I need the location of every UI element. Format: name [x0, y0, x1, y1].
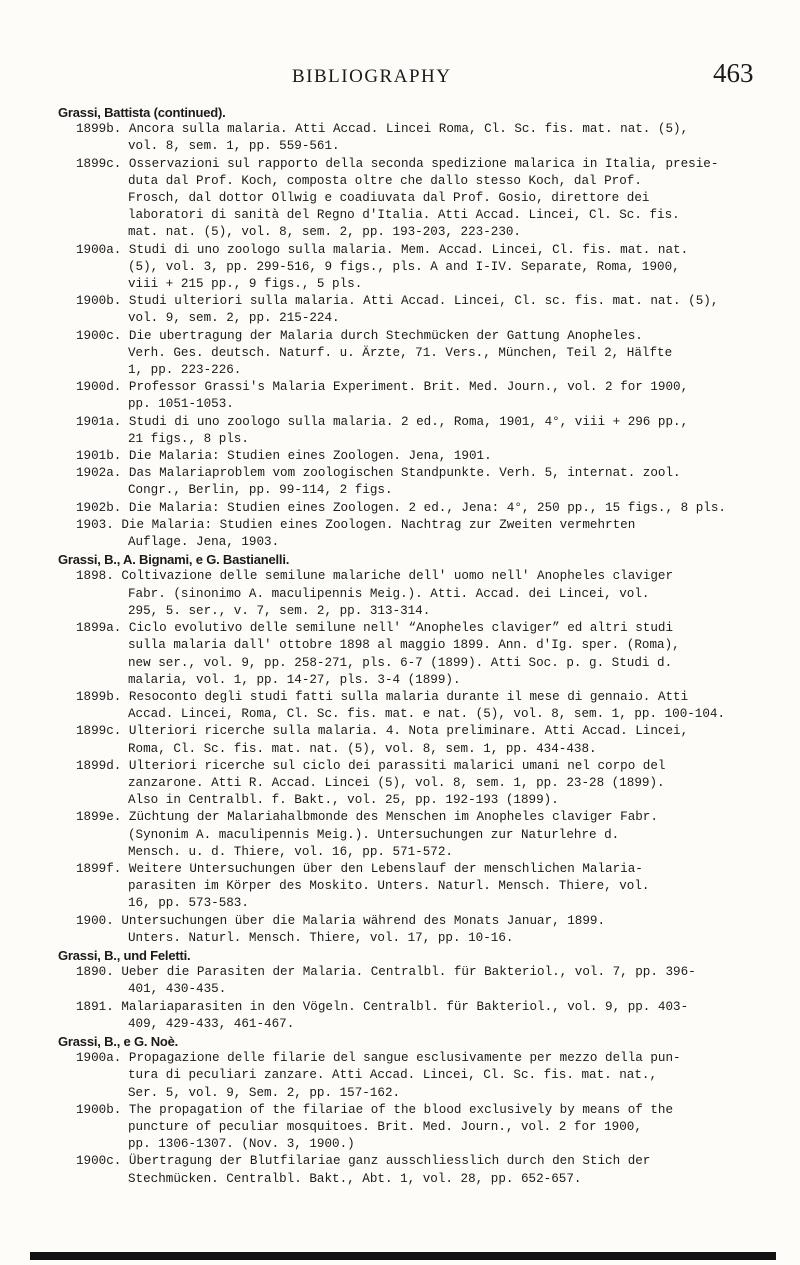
entry-line: malaria, vol. 1, pp. 14-27, pls. 3-4 (1899).: [128, 672, 461, 687]
entry-line: 1, pp. 223-226.: [128, 363, 242, 378]
bibliography-entry: [76, 689, 774, 723]
entry-line: Accad. Lincei, Roma, Cl. Sc. fis. mat. e nat. (5), vol. 8, sem. 1, pp. 100-104.: [128, 707, 726, 722]
entry-line: 1900d. Professor Grassi's Malaria Experiment. Brit. Med. Journ., vol. 2 for 1900,: [76, 380, 689, 395]
entry-line: 1899a. Ciclo evolutivo delle semilune nell' “Anopheles claviger” ed altri studi: [76, 621, 674, 636]
bibliography-entry: [76, 465, 774, 499]
entry-line: 1899e. Züchtung der Malariahalbmonde des Menschen im Anopheles claviger Fabr.: [76, 810, 658, 825]
entry-line: Stechmücken. Centralbl. Bakt., Abt. 1, vol. 28, pp. 652-657.: [128, 1171, 582, 1186]
bibliography-entry: [76, 913, 774, 947]
author-heading: Grassi, B., A. Bignami, e G. Bastianelli.: [58, 552, 290, 568]
bibliography-entry: [76, 1102, 774, 1154]
bibliography-entry: [76, 448, 774, 465]
bibliography-entry: [76, 293, 774, 327]
bibliography-entry: [76, 500, 774, 517]
running-head: BIBLIOGRAPHY: [292, 66, 452, 87]
entry-line: Frosch, dal dottor Ollwig e coadiuvata dal Prof. Gosio, direttore dei: [128, 191, 650, 206]
author-heading: Grassi, B., e G. Noè.: [58, 1033, 179, 1049]
entry-line: new ser., vol. 9, pp. 258-271, pls. 6-7 (1899). Atti Soc. p. g. Studi d.: [128, 655, 673, 670]
entry-line: 1900b. Studi ulteriori sulla malaria. Atti Accad. Lincei, Cl. sc. fis. mat. nat. (5),: [76, 294, 719, 309]
bibliography-entry: [76, 328, 774, 380]
entry-line: sulla malaria dall' ottobre 1898 al maggio 1899. Ann. d'Ig. sper. (Roma),: [128, 638, 680, 653]
entry-line: duta dal Prof. Koch, composta oltre che dallo stesso Koch, dal Prof.: [128, 173, 642, 188]
entry-line: Fabr. (sinonimo A. maculipennis Meig.). Atti. Accad. dei Lincei, vol.: [128, 586, 650, 601]
entry-line: 1902a. Das Malariaproblem vom zoologischen Standpunkte. Verh. 5, internat. zool.: [76, 466, 681, 481]
entry-line: Roma, Cl. Sc. fis. mat. nat. (5), vol. 8, sem. 1, pp. 434-438.: [128, 741, 597, 756]
author-heading: Grassi, B., und Feletti.: [58, 947, 191, 963]
entry-line: Mensch. u. d. Thiere, vol. 16, pp. 571-572.: [128, 844, 453, 859]
bibliography-entry: [76, 999, 774, 1033]
bibliography-entry: [76, 156, 774, 242]
entry-line: Ser. 5, vol. 9, Sem. 2, pp. 157-162.: [128, 1085, 401, 1100]
bibliography-entry: [76, 517, 774, 551]
entry-line: 1890. Ueber die Parasiten der Malaria. Centralbl. für Bakteriol., vol. 7, pp. 396-: [76, 965, 696, 980]
entry-line: 1899b. Ancora sulla malaria. Atti Accad. Lincei Roma, Cl. Sc. fis. mat. nat. (5),: [76, 122, 689, 137]
entry-line: 1903. Die Malaria: Studien eines Zoologen. Nachtrag zur Zweiten vermehrten: [76, 517, 636, 532]
entry-line: 1901b. Die Malaria: Studien eines Zoologen. Jena, 1901.: [76, 449, 492, 464]
bibliography-entry: [76, 758, 774, 810]
entry-line: 1900b. The propagation of the filariae of the blood exclusively by means of the: [76, 1102, 674, 1117]
bibliography-entry: [76, 620, 774, 689]
entry-line: viii + 215 pp., 9 figs., 5 pls.: [128, 277, 363, 292]
entry-line: Unters. Naturl. Mensch. Thiere, vol. 17, pp. 10-16.: [128, 930, 514, 945]
entry-line: Also in Centralbl. f. Bakt., vol. 25, pp. 192-193 (1899).: [128, 793, 559, 808]
bibliography-entry: [76, 414, 774, 448]
entry-line: 1902b. Die Malaria: Studien eines Zoologen. 2 ed., Jena: 4°, 250 pp., 15 figs., 8 pls.: [76, 500, 726, 515]
entry-line: 1899d. Ulteriori ricerche sul ciclo dei parassiti malarici umani nel corpo del: [76, 758, 666, 773]
entry-line: 1898. Coltivazione delle semilune malariche dell' uomo nell' Anopheles claviger: [76, 569, 674, 584]
author-heading: Grassi, Battista (continued).: [58, 105, 226, 120]
bibliography-list: [58, 104, 774, 1188]
entry-line: 1901a. Studi di uno zoologo sulla malaria. 2 ed., Roma, 1901, 4°, viii + 296 pp.,: [76, 414, 689, 429]
entry-line: 1899c. Osservazioni sul rapporto della seconda spedizione malarica in Italia, presie-: [76, 156, 719, 171]
bibliography-entry: [76, 242, 774, 294]
entry-line: 1900c. Die ubertragung der Malaria durch Stechmücken der Gattung Anopheles.: [76, 328, 643, 343]
bibliography-entry: [76, 861, 774, 913]
entry-line: vol. 8, sem. 1, pp. 559-561.: [128, 139, 340, 154]
entry-line: 1900. Untersuchungen über die Malaria während des Monats Januar, 1899.: [76, 913, 606, 928]
entry-line: 1899b. Resoconto degli studi fatti sulla malaria durante il mese di gennaio. Atti: [76, 689, 689, 704]
entry-line: pp. 1306-1307. (Nov. 3, 1900.): [128, 1137, 355, 1152]
entry-line: parasiten im Körper des Moskito. Unters. Naturl. Mensch. Thiere, vol.: [128, 879, 650, 894]
entry-line: Verh. Ges. deutsch. Naturf. u. Ärzte, 71. Vers., München, Teil 2, Hälfte: [128, 345, 673, 360]
entry-line: pp. 1051-1053.: [128, 397, 234, 412]
bibliography-entry: [76, 723, 774, 757]
entry-line: (Synonim A. maculipennis Meig.). Untersuchungen zur Naturlehre d.: [128, 827, 620, 842]
entry-line: 21 figs., 8 pls.: [128, 431, 249, 446]
bibliography-entry: [76, 1153, 774, 1187]
entry-line: vol. 9, sem. 2, pp. 215-224.: [128, 311, 340, 326]
entry-line: tura di peculiari zanzare. Atti Accad. Lincei, Cl. Sc. fis. mat. nat.,: [128, 1068, 658, 1083]
entry-line: 409, 429-433, 461-467.: [128, 1016, 295, 1031]
entry-line: 1900a. Studi di uno zoologo sulla malaria. Mem. Accad. Lincei, Cl. fis. mat. nat.: [76, 242, 689, 257]
entry-line: 1900a. Propagazione delle filarie del sangue esclusivamente per mezzo della pun-: [76, 1051, 681, 1066]
bibliography-entry: [76, 1050, 774, 1102]
entry-line: 1891. Malariaparasiten in den Vögeln. Centralbl. für Bakteriol., vol. 9, pp. 403-: [76, 999, 689, 1014]
entry-line: Congr., Berlin, pp. 99-114, 2 figs.: [128, 483, 393, 498]
entry-line: 1900c. Übertragung der Blutfilariae ganz ausschliesslich durch den Stich der: [76, 1154, 651, 1169]
bibliography-entry: [76, 568, 774, 620]
entry-line: zanzarone. Atti R. Accad. Lincei (5), vol. 8, sem. 1, pp. 23-28 (1899).: [128, 775, 665, 790]
entry-line: 1899f. Weitere Untersuchungen über den Lebenslauf der menschlichen Malaria-: [76, 861, 643, 876]
bibliography-entry: [76, 121, 774, 155]
entry-line: laboratori di sanità del Regno d'Italia. Atti Accad. Lincei, Cl. Sc. fis.: [128, 208, 680, 223]
bibliography-entry: [76, 379, 774, 413]
bibliography-entry: [76, 964, 774, 998]
entry-line: 16, pp. 573-583.: [128, 896, 249, 911]
page-header: [0, 60, 800, 100]
bottom-rule: [30, 1252, 776, 1260]
entry-line: Auflage. Jena, 1903.: [128, 535, 280, 550]
entry-line: (5), vol. 3, pp. 299-516, 9 figs., pls. A and I-IV. Separate, Roma, 1900,: [128, 259, 680, 274]
entry-line: puncture of peculiar mosquitoes. Brit. Med. Journ., vol. 2 for 1900,: [128, 1119, 642, 1134]
entry-line: 295, 5. ser., v. 7, sem. 2, pp. 313-314.: [128, 603, 431, 618]
entry-line: 401, 430-435.: [128, 982, 227, 997]
entry-line: mat. nat. (5), vol. 8, sem. 2, pp. 193-203, 223-230.: [128, 225, 521, 240]
bibliography-entry: [76, 809, 774, 861]
page-number: 463: [713, 58, 754, 88]
entry-line: 1899c. Ulteriori ricerche sulla malaria. 4. Nota preliminare. Atti Accad. Lincei,: [76, 724, 689, 739]
